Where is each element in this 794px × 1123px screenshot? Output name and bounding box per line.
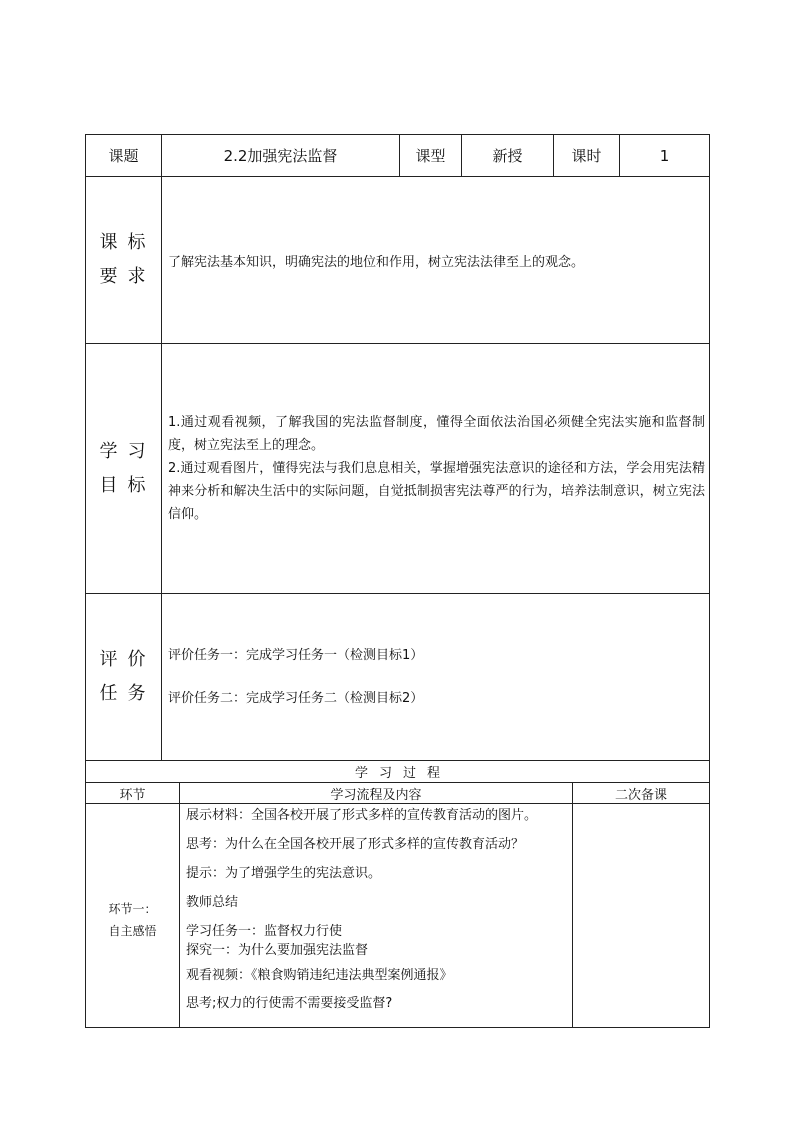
flow-line-4: 教师总结 — [186, 895, 239, 910]
type-value: 新授 — [462, 135, 554, 177]
goals-label: 学习 目标 — [86, 344, 162, 594]
process-title: 学习过程 — [86, 761, 710, 783]
flow-line-2: 思考：为什么在全国各校开展了形式多样的宣传教育活动？ — [186, 837, 525, 852]
evaluation-text — [162, 594, 710, 761]
standard-label: 课标 要求 — [86, 177, 162, 344]
standard-text: 了解宪法基本知识，明确宪法的地位和作用，树立宪法法律至上的观念。 — [162, 177, 710, 344]
topic-value: 2.2加强宪法监督 — [162, 135, 400, 177]
flow-line-6: 探究一：为什么要加强宪法监督 — [186, 943, 369, 958]
learning-process-table — [85, 760, 710, 1028]
evaluation-task-1: 评价任务一：完成学习任务一（检测目标1） — [168, 647, 424, 663]
flow-line-3: 提示：为了增强学生的宪法意识。 — [186, 866, 382, 881]
col-flow-header: 学习流程及内容 — [180, 783, 573, 804]
evaluation-label: 评价 任务 — [86, 594, 162, 761]
flow-line-7: 观看视频：《粮食购销违纪违法典型案例通报》 — [186, 968, 453, 983]
flow-line-1: 展示材料：全国各校开展了形式多样的宣传教育活动的图片。 — [186, 808, 538, 823]
goal-item-1: 1.通过观看视频，了解我国的宪法监督制度，懂得全面依法治国必须健全宪法实施和监督制度，树立宪法至上的理念。 — [168, 415, 705, 453]
lesson-info-table — [85, 134, 710, 761]
step-one-cell: 环节一： 自主感悟 — [86, 804, 180, 1028]
goal-item-2: 2.通过观看图片，懂得宪法与我们息息相关，掌握增强宪法意识的途径和方法，学会用宪法精神来分析和解决生活中的实际问题，自觉抵制损害宪法尊严的行为，培养法制意识，树立宪法信仰。 — [168, 461, 705, 522]
notes-cell — [573, 804, 710, 1028]
period-value: 1 — [620, 135, 710, 177]
col-step-header: 环节 — [86, 783, 180, 804]
col-notes-header: 二次备课 — [573, 783, 710, 804]
topic-label: 课题 — [86, 135, 162, 177]
period-label: 课时 — [554, 135, 620, 177]
type-label: 课型 — [400, 135, 462, 177]
flow-line-8: 思考;权力的行使需不需要接受监督? — [186, 996, 393, 1011]
flow-content — [180, 804, 573, 1028]
flow-line-5: 学习任务一：监督权力行使 — [186, 924, 343, 939]
goals-text — [162, 344, 710, 594]
evaluation-task-2: 评价任务二：完成学习任务二（检测目标2） — [168, 690, 424, 706]
